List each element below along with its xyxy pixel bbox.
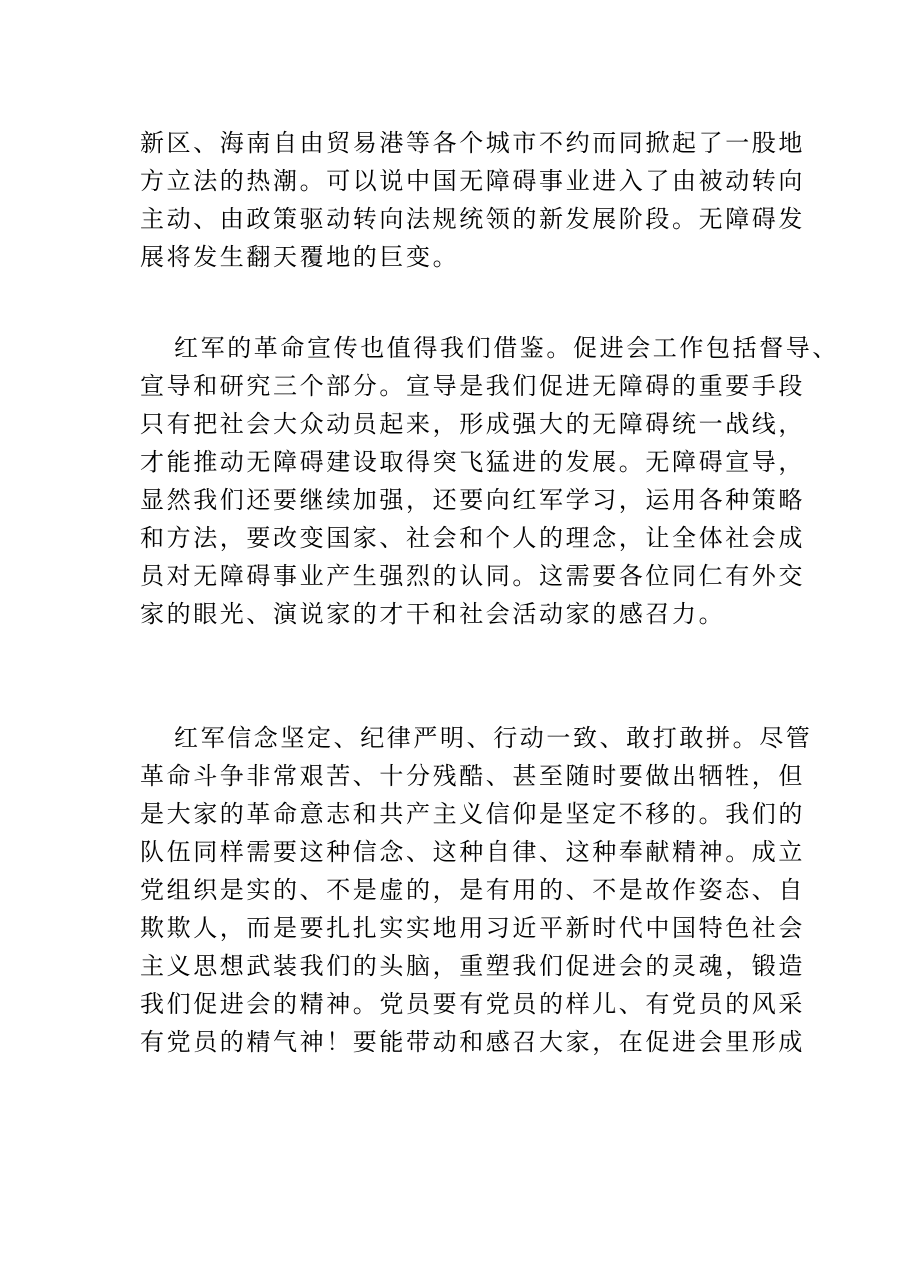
text-line: 新区、海南自由贸易港等各个城市不约而同掀起了一股地 bbox=[140, 129, 805, 157]
paragraph bbox=[140, 719, 813, 1061]
text-line: 主动、由政策驱动转向法规统领的新发展阶段。无障碍发 bbox=[140, 205, 805, 233]
text-line: 只有把社会大众动员起来，形成强大的无障碍统一战线， bbox=[140, 410, 805, 438]
text-line: 红军的革命宣传也值得我们借鉴。促进会工作包括督导、 bbox=[174, 334, 839, 362]
text-line: 和方法，要改变国家、社会和个人的理念，让全体社会成 bbox=[140, 524, 805, 552]
paragraph bbox=[140, 124, 805, 276]
text-line: 有党员的精气神！要能带动和感召大家，在促进会里形成 bbox=[140, 1028, 805, 1056]
text-line: 革命斗争非常艰苦、十分残酷、甚至随时要做出牺牲，但 bbox=[140, 762, 805, 790]
text-line: 显然我们还要继续加强，还要向红军学习，运用各种策略 bbox=[140, 486, 805, 514]
text-line: 方立法的热潮。可以说中国无障碍事业进入了由被动转向 bbox=[140, 167, 805, 195]
text-line: 红军信念坚定、纪律严明、行动一致、敢打敢拼。尽管 bbox=[174, 724, 813, 752]
text-line: 员对无障碍事业产生强烈的认同。这需要各位同仁有外交 bbox=[140, 562, 805, 590]
text-line: 欺欺人，而是要扎扎实实地用习近平新时代中国特色社会 bbox=[140, 914, 805, 942]
text-line: 宣导和研究三个部分。宣导是我们促进无障碍的重要手段 bbox=[140, 372, 805, 400]
text-line: 是大家的革命意志和共产主义信仰是坚定不移的。我们的 bbox=[140, 800, 805, 828]
text-line: 才能推动无障碍建设取得突飞猛进的发展。无障碍宣导， bbox=[140, 448, 805, 476]
text-line: 展将发生翻天覆地的巨变。 bbox=[140, 243, 460, 271]
text-line: 队伍同样需要这种信念、这种自律、这种奉献精神。成立 bbox=[140, 838, 805, 866]
text-line: 党组织是实的、不是虚的，是有用的、不是故作姿态、自 bbox=[140, 876, 805, 904]
text-line: 主义思想武装我们的头脑，重塑我们促进会的灵魂，锻造 bbox=[140, 952, 805, 980]
text-line: 我们促进会的精神。党员要有党员的样儿、有党员的风采 bbox=[140, 990, 805, 1018]
text-line: 家的眼光、演说家的才干和社会活动家的感召力。 bbox=[140, 600, 726, 628]
paragraph bbox=[140, 329, 839, 633]
